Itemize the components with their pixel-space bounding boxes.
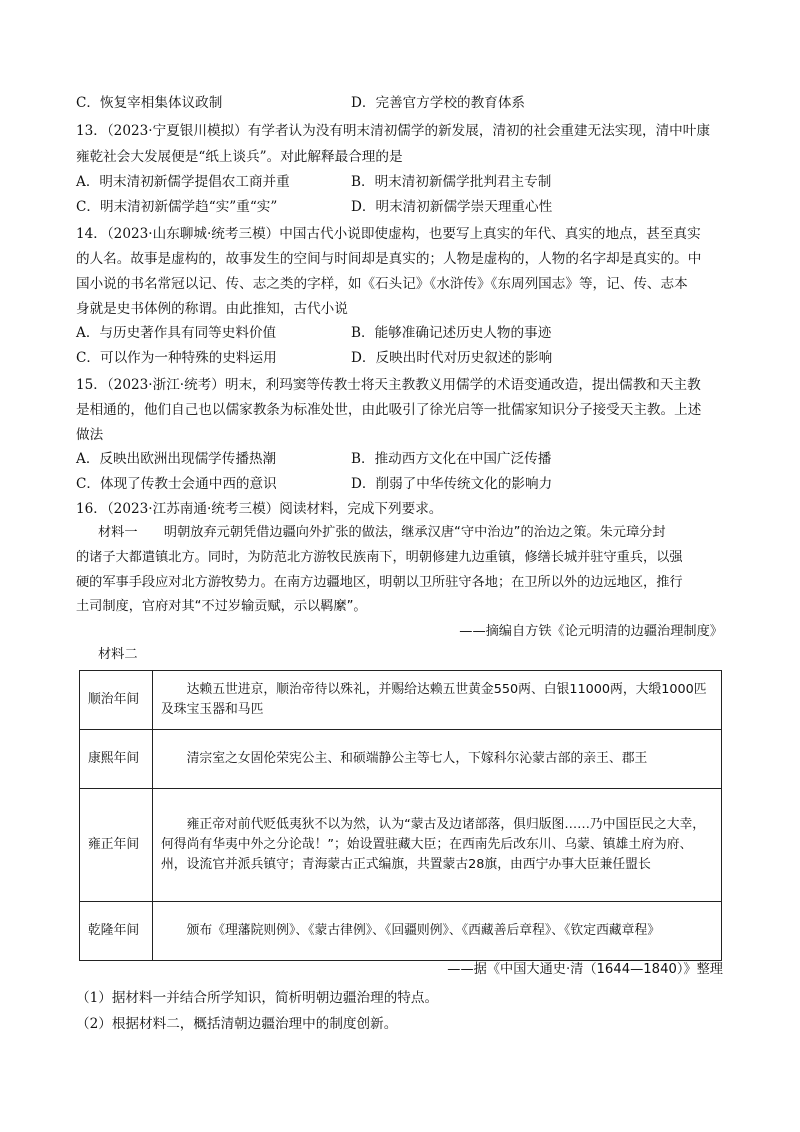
q13-stem-line-1: 13．（2023·宁夏银川模拟）有学者认为没有明末清初儒学的新发展，清初的社会重建无法实现，清中叶康 xyxy=(76,123,710,139)
q15-stem-line-3: 做法 xyxy=(76,427,104,443)
content-cell: 达赖五世进京，顺治帝待以殊礼，并赐给达赖五世黄金550两、白银11000两，大缎1000匹及珠宝玉器和马匹 xyxy=(153,671,722,730)
content-cell: 雍正帝对前代贬低夷狄不以为然，认为“蒙古及边诸部落，俱归版图……乃中国臣民之大幸，何得尚有华夷中外之分论哉！”；始设置驻藏大臣；在西南先后改东川、乌蒙、镇雄土府为府、州，设流官并派兵镇守；青海蒙古正式编旗，共置蒙古28旗，由西宁办事大臣兼任盟长 xyxy=(153,789,722,902)
q12-option-d: D．完善官方学校的教育体系 xyxy=(351,95,526,111)
q12-option-c: C．恢复宰相集体议政制 xyxy=(76,95,223,111)
q15-stem-line-2: 是相通的，他们自己也以儒家教条为标准处世，由此吸引了徐光启等一批儒家知识分子接受天主教。上述 xyxy=(76,402,702,418)
q15-option-b: B．推动西方文化在中国广泛传播 xyxy=(351,451,552,467)
q14-option-b: B．能够准确记述历史人物的事迹 xyxy=(351,325,552,341)
material1-line-3: 硬的军事手段应对北方游牧势力。在南方边疆地区，明朝以卫所驻守各地；在卫所以外的边远地区，推行 xyxy=(76,575,683,590)
material2-source: ——据《中国大通史·清（1644—1840）》整理 xyxy=(447,962,723,977)
q16-requirement-2: （2）根据材料二，概括清朝边疆治理中的制度创新。 xyxy=(76,1016,398,1032)
material1-line-1: 材料一 明朝放弃元朝凭借边疆向外扩张的做法，继承汉唐“守中治边”的治边之策。朱元璋分封 xyxy=(98,525,666,540)
q15-option-d: D．削弱了中华传统文化的影响力 xyxy=(351,476,553,492)
q13-option-d: D．明末清初新儒学崇天理重心性 xyxy=(351,199,553,215)
q14-stem-line-3: 国小说的书名常冠以记、传、志之类的字样，如《石头记》《水浒传》《东周列国志》等，记、传、志本 xyxy=(76,276,688,292)
q16-stem: 16．（2023·江苏南通·统考三模）阅读材料，完成下列要求。 xyxy=(76,501,443,517)
q14-option-d: D．反映出时代对历史叙述的影响 xyxy=(351,350,553,366)
material1-line-2: 的诸子大都遣镇北方。同时，为防范北方游牧民族南下，明朝修建九边重镇，修缮长城并驻守重兵，以强 xyxy=(76,550,683,565)
q14-option-a: A．与历史著作具有同等史料价值 xyxy=(76,325,277,341)
era-cell: 顺治年间 xyxy=(80,671,153,730)
material1-line-4: 土司制度，官府对其“不过岁输贡赋，示以羁縻”。 xyxy=(76,599,367,614)
q13-option-b: B．明末清初新儒学批判君主专制 xyxy=(351,174,552,190)
table-row xyxy=(80,671,722,730)
era-cell: 乾隆年间 xyxy=(80,902,153,961)
q15-option-a: A．反映出欧洲出现儒学传播热潮 xyxy=(76,451,277,467)
table-row xyxy=(80,902,722,961)
material2-table xyxy=(79,670,722,961)
q14-stem-line-4: 身就是史书体例的称谓。由此推知，古代小说 xyxy=(76,301,348,317)
content-cell: 清宗室之女固伦荣宪公主、和硕端静公主等七人，下嫁科尔沁蒙古部的亲王、郡王 xyxy=(153,730,722,789)
material1-source: ——摘编自方铁《论元明清的边疆治理制度》 xyxy=(459,624,723,639)
table-row xyxy=(80,789,722,902)
q15-option-c: C．体现了传教士会通中西的意识 xyxy=(76,476,277,492)
era-cell: 雍正年间 xyxy=(80,789,153,902)
q14-option-c: C．可以作为一种特殊的史料运用 xyxy=(76,350,277,366)
table-row xyxy=(80,730,722,789)
q13-option-c: C．明末清初新儒学趋“实”重“实” xyxy=(76,199,278,215)
q13-option-a: A．明末清初新儒学提倡农工商并重 xyxy=(76,174,290,190)
q13-stem-line-2: 雍乾社会大发展便是“纸上谈兵”。对此解释最合理的是 xyxy=(76,149,403,165)
q15-stem-line-1: 15．（2023·浙江·统考）明末，利玛窦等传教士将天主教教义用儒学的术语变通改造，提出儒教和天主教 xyxy=(76,377,701,393)
material2-label: 材料二 xyxy=(98,647,138,662)
era-cell: 康熙年间 xyxy=(80,730,153,789)
q14-stem-line-1: 14．（2023·山东聊城·统考三模）中国古代小说即使虚构，也要写上真实的年代、真实的地点，甚至真实 xyxy=(76,226,701,242)
q14-stem-line-2: 的人名。故事是虚构的，故事发生的空间与时间却是真实的；人物是虚构的，人物的名字却是真实的。中 xyxy=(76,251,702,267)
content-cell: 颁布《理藩院则例》、《蒙古律例》、《回疆则例》、《西藏善后章程》、《钦定西藏章程》 xyxy=(153,902,722,961)
q16-requirement-1: （1）据材料一并结合所学知识，简析明朝边疆治理的特点。 xyxy=(76,990,439,1006)
